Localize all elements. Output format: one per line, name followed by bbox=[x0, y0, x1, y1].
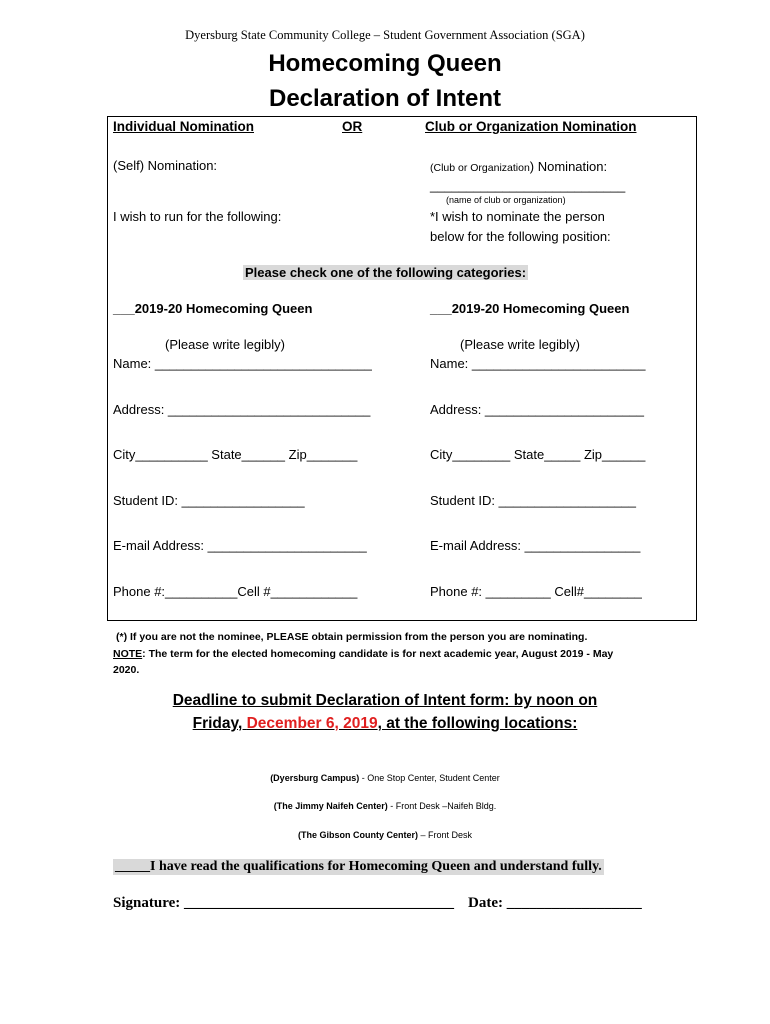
location-name: (Dyersburg Campus) bbox=[270, 773, 360, 783]
right-category-option: ___2019-20 Homecoming Queen bbox=[430, 301, 630, 316]
location-name: (The Jimmy Naifeh Center) bbox=[273, 801, 388, 811]
right-name-field: Name: ________________________ bbox=[430, 356, 646, 371]
right-city-state-zip-field: City________ State_____ Zip______ bbox=[430, 447, 646, 462]
institution-header: Dyersburg State Community College – Student Government Association (SGA) bbox=[185, 28, 585, 42]
location-name: (The Gibson County Center) bbox=[297, 830, 418, 840]
location-detail: – Front Desk bbox=[417, 830, 473, 840]
term-note-continued: 2020. bbox=[113, 664, 140, 676]
club-name-hint: (name of club or organization) bbox=[446, 195, 566, 205]
signature-field: Signature: ____________________________________ bbox=[113, 895, 454, 911]
note-text: : The term for the elected homecoming candidate is for next academic year, August 2019 - May bbox=[142, 648, 614, 660]
right-phone-field: Phone #: _________ Cell#________ bbox=[430, 584, 642, 599]
self-nomination-label: (Self) Nomination: bbox=[113, 158, 218, 173]
location-detail: - One Stop Center, Student Center bbox=[359, 773, 500, 783]
right-student-id-field: Student ID: ___________________ bbox=[430, 493, 637, 508]
permission-note: (*) If you are not the nominee, PLEASE obtain permission from the person you are nominating. bbox=[116, 631, 588, 643]
left-student-id-field: Student ID: _________________ bbox=[113, 493, 305, 508]
location-naifeh bbox=[0, 801, 770, 811]
date-field: Date: __________________ bbox=[468, 895, 642, 911]
note-label: NOTE bbox=[113, 648, 143, 660]
left-address-field: Address: ____________________________ bbox=[113, 402, 371, 417]
or-label: OR bbox=[342, 119, 363, 134]
club-name-line: ___________________________ bbox=[430, 178, 626, 193]
location-gibson bbox=[0, 830, 770, 840]
deadline-line1: Deadline to submit Declaration of Intent form: by noon on bbox=[172, 692, 598, 709]
right-write-legibly: (Please write legibly) bbox=[460, 337, 580, 352]
right-address-field: Address: ______________________ bbox=[430, 402, 644, 417]
club-nomination-prefix: (Club or Organization bbox=[430, 162, 530, 174]
qualifications-acknowledgement: _____I have read the qualifications for Homecoming Queen and understand fully. bbox=[115, 859, 602, 874]
wish-nominate-line1: *I wish to nominate the person bbox=[430, 209, 605, 224]
left-city-state-zip-field: City__________ State______ Zip_______ bbox=[113, 447, 358, 462]
location-dyersburg bbox=[0, 773, 770, 783]
left-phone-field: Phone #:__________Cell #____________ bbox=[113, 584, 358, 599]
deadline-suffix: , at the following locations: bbox=[377, 715, 578, 732]
form-title-line1: Homecoming Queen bbox=[268, 50, 502, 77]
term-note bbox=[113, 648, 613, 660]
form-title-line2: Declaration of Intent bbox=[268, 85, 502, 112]
club-nomination-suffix: ) Nomination: bbox=[529, 159, 608, 174]
club-nomination-heading: Club or Organization Nomination bbox=[425, 119, 637, 134]
club-nomination-label bbox=[430, 158, 607, 176]
individual-nomination-heading: Individual Nomination bbox=[113, 119, 254, 134]
left-write-legibly: (Please write legibly) bbox=[165, 337, 285, 352]
deadline-line2 bbox=[0, 715, 770, 733]
location-detail: - Front Desk –Naifeh Bldg. bbox=[387, 801, 497, 811]
deadline-date: December 6, 2019 bbox=[246, 715, 378, 732]
deadline-prefix: Friday, bbox=[192, 715, 247, 732]
wish-nominate-line2: below for the following position: bbox=[430, 229, 611, 244]
check-category-instruction: Please check one of the following categories: bbox=[245, 265, 527, 280]
left-email-field: E-mail Address: ______________________ bbox=[113, 538, 367, 553]
wish-run-label: I wish to run for the following: bbox=[113, 209, 282, 224]
left-category-option: ___2019-20 Homecoming Queen bbox=[113, 301, 313, 316]
left-name-field: Name: ______________________________ bbox=[113, 356, 372, 371]
right-email-field: E-mail Address: ________________ bbox=[430, 538, 641, 553]
